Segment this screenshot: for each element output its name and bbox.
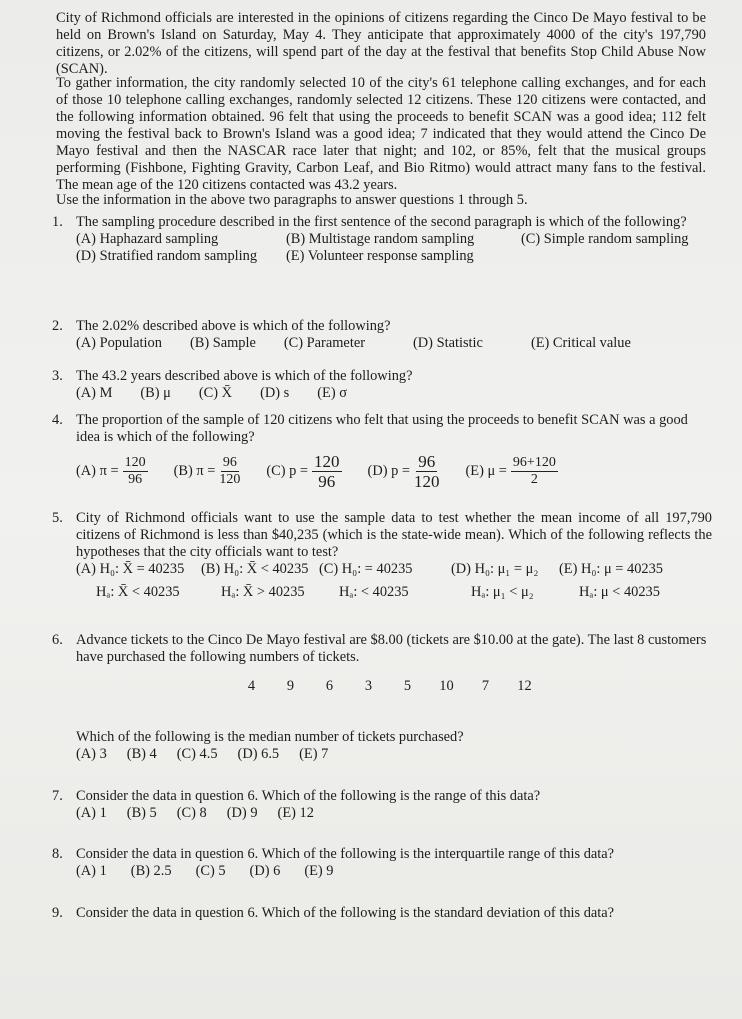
data-value: 4 xyxy=(247,678,256,694)
option-b xyxy=(201,561,319,601)
option-b: (B) μ xyxy=(140,385,171,401)
option-b: (B) Sample xyxy=(189,335,256,351)
option-b xyxy=(174,452,241,491)
denominator: 96 xyxy=(128,472,143,487)
question-5 xyxy=(52,510,712,601)
option-d: (D) 9 xyxy=(226,805,258,821)
option-a: (A) M xyxy=(76,385,113,401)
alt-hypothesis: Hₐ: X̄ > 40235 xyxy=(221,584,305,600)
null-hypothesis: (E) H₀: μ = 40235 xyxy=(559,561,663,577)
option-c: (C) 5 xyxy=(195,863,226,879)
option-b: (B) 4 xyxy=(126,746,157,762)
question-8 xyxy=(52,846,712,880)
data-value: 9 xyxy=(286,678,295,694)
question-number: 1. xyxy=(52,214,63,230)
option-e xyxy=(466,452,558,491)
option-c: (C) 4.5 xyxy=(176,746,218,762)
option-e xyxy=(559,561,689,601)
numerator: 96 xyxy=(222,455,237,470)
alt-hypothesis: Hₐ: X̄ < 40235 xyxy=(96,584,180,600)
question-number: 6. xyxy=(52,632,63,648)
alt-hypothesis: Hₐ: < 40235 xyxy=(339,584,409,600)
null-hypothesis: (D) H₀: μ₁ = μ₂ xyxy=(451,561,539,577)
question-text: Consider the data in question 6. Which of the following is the range of this data? xyxy=(76,788,541,804)
alt-hypothesis: Hₐ: μ₁ < μ₂ xyxy=(471,584,534,600)
fraction xyxy=(312,452,342,491)
option-a: (A) Population xyxy=(76,335,162,351)
question-number: 9. xyxy=(52,905,63,921)
option-c: (C) X̄ xyxy=(198,385,233,401)
fraction xyxy=(414,452,440,491)
question-text: The 2.02% described above is which of the following? xyxy=(76,318,391,334)
option-c xyxy=(319,561,451,601)
option-e: (E) σ xyxy=(317,385,347,401)
null-hypothesis: (A) H₀: X̄ = 40235 xyxy=(76,561,185,577)
fraction xyxy=(219,455,240,488)
denominator: 120 xyxy=(219,472,241,487)
fraction xyxy=(511,455,558,488)
question-4 xyxy=(52,412,712,491)
option-d: (D) Stratified random sampling xyxy=(76,248,258,264)
numerator: 96 xyxy=(418,452,436,471)
option-a xyxy=(76,452,148,491)
option-d: (D) 6.5 xyxy=(237,746,280,762)
ticket-data xyxy=(232,678,712,695)
intro-paragraph-2: To gather information, the city randomly selected 10 of the city's 61 telephone calling exchanges, and for each of those 10 telephone calling exchanges, randomly selected 12 citizens. These 120 citizens were contacted, and the following information obtained. 96 felt that using the proceeds to benefit SCAN was a good idea; 112 felt moving the festival back to Brown's Island was a good idea; 7 indicated that they would attend the Cinco De Mayo festival and then the NASCAR race later that night; and 102, or 85%, felt that the musical groups performing (Fishbone, Fighting Gravity, Carbon Leaf, and Bio Ritmo) would attract many fans to the festival. The mean age of the 120 citizens contacted was 43.2 years. xyxy=(56,75,706,193)
option-d: (D) s xyxy=(260,385,290,401)
option-a: (A) 3 xyxy=(76,746,107,762)
question-number: 3. xyxy=(52,368,63,384)
option-label: (D) p = xyxy=(367,463,411,479)
question-9 xyxy=(52,905,712,922)
denominator: 2 xyxy=(530,472,538,487)
question-text: The 43.2 years described above is which of the following? xyxy=(76,368,413,384)
null-hypothesis: (B) H₀: X̄ < 40235 xyxy=(201,561,309,577)
question-number: 2. xyxy=(52,318,63,334)
option-e: (E) Critical value xyxy=(530,335,631,351)
intro-paragraph-1: City of Richmond officials are interested in the opinions of citizens regarding the Cinco De Mayo festival to be held on Brown's Island on Saturday, May 4. They anticipate that approximately 4000 of the city's 197,790 citizens, or 2.02% of the citizens, will spend part of the day at the festival that benefits Stop Child Abuse Now (SCAN). xyxy=(56,10,706,77)
numerator: 120 xyxy=(124,455,146,470)
data-value: 7 xyxy=(481,678,490,694)
option-a xyxy=(76,561,201,601)
question-text: Consider the data in question 6. Which of the following is the standard deviation of this data? xyxy=(76,905,615,921)
numerator: 120 xyxy=(314,452,340,471)
denominator: 96 xyxy=(318,472,336,491)
option-a: (A) Haphazard sampling xyxy=(76,231,219,247)
question-text: Consider the data in question 6. Which of the following is the interquartile range of this data? xyxy=(76,846,615,862)
question-text: The proportion of the sample of 120 citizens who felt that using the proceeds to benefit SCAN was a good idea is which of the following? xyxy=(76,412,688,445)
question-number: 8. xyxy=(52,846,63,862)
option-label: (A) π = xyxy=(76,463,119,479)
question-3 xyxy=(52,368,712,402)
option-e: (E) 12 xyxy=(277,805,314,821)
question-2 xyxy=(52,318,712,352)
option-a: (A) 1 xyxy=(76,805,107,821)
option-e: (E) 7 xyxy=(299,746,329,762)
instruction-text: Use the information in the above two paragraphs to answer questions 1 through 5. xyxy=(56,192,528,208)
question-1 xyxy=(52,214,712,265)
option-d: (D) Statistic xyxy=(413,335,483,351)
data-value: 5 xyxy=(403,678,412,694)
option-e: (E) 9 xyxy=(304,863,334,879)
question-number: 7. xyxy=(52,788,63,804)
question-text: Advance tickets to the Cinco De Mayo festival are $8.00 (tickets are $10.00 at the gate). The last 8 customers have purchased the following numbers of tickets. xyxy=(76,632,707,665)
numerator: 96+120 xyxy=(512,455,556,470)
option-d xyxy=(451,561,559,601)
option-c: (C) Parameter xyxy=(283,335,365,351)
option-d xyxy=(368,452,440,491)
option-c: (C) 8 xyxy=(176,805,207,821)
followup-text: Which of the following is the median number of tickets purchased? xyxy=(76,729,464,745)
question-text: The sampling procedure described in the first sentence of the second paragraph is which of the following? xyxy=(76,214,687,230)
null-hypothesis: (C) H₀: = 40235 xyxy=(319,561,413,577)
question-6 xyxy=(52,632,712,763)
option-c xyxy=(266,452,341,491)
question-number: 5. xyxy=(52,510,63,526)
question-text: City of Richmond officials want to use the sample data to test whether the mean income of all 197,790 citizens of Richmond is less than $40,235 (which is the state-wide mean). Which of the following reflects the hypotheses that the city officials want to test? xyxy=(76,510,712,560)
option-label: (E) μ = xyxy=(465,463,507,479)
data-value: 6 xyxy=(325,678,334,694)
data-value: 12 xyxy=(517,678,532,694)
denominator: 120 xyxy=(414,472,440,491)
option-label: (C) p = xyxy=(266,463,309,479)
option-label: (B) π = xyxy=(173,463,216,479)
data-value: 3 xyxy=(364,678,373,694)
question-7 xyxy=(52,788,712,822)
alt-hypothesis: Hₐ: μ < 40235 xyxy=(579,584,660,600)
data-value: 10 xyxy=(439,678,454,694)
option-c: (C) Simple random sampling xyxy=(521,231,689,247)
option-e: (E) Volunteer response sampling xyxy=(286,248,474,264)
option-d: (D) 6 xyxy=(249,863,281,879)
option-b: (B) 5 xyxy=(126,805,157,821)
option-b: (B) 2.5 xyxy=(130,863,172,879)
option-b: (B) Multistage random sampling xyxy=(286,231,475,247)
question-number: 4. xyxy=(52,412,63,428)
fraction xyxy=(123,455,148,488)
option-a: (A) 1 xyxy=(76,863,107,879)
